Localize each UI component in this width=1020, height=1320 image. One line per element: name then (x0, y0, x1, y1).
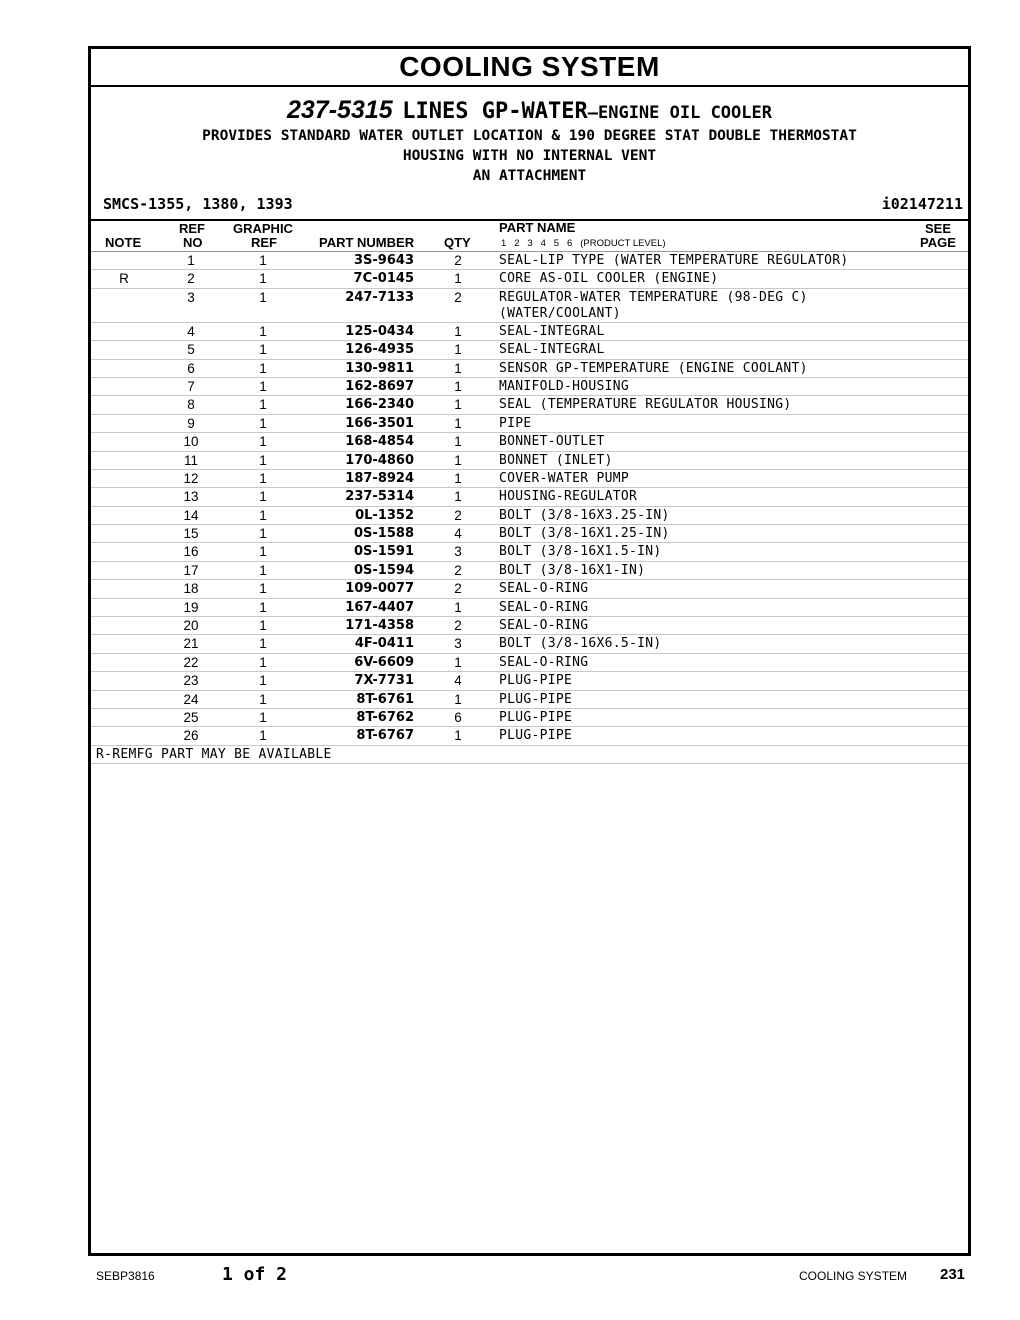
ref-no-cell: 17 (183, 562, 199, 578)
part-name-cell: BOLT (3/8-16X3.25-IN) (499, 507, 670, 523)
footnote: R-REMFG PART MAY BE AVAILABLE (91, 746, 968, 764)
part-name-cell: PLUG-PIPE (499, 709, 573, 725)
ref-no-cell: 1 (187, 253, 195, 268)
table-row (91, 415, 968, 433)
part-number-cell: 0S-1588 (354, 526, 414, 542)
ref-no-cell: 21 (183, 636, 199, 652)
graphic-ref-cell: 1 (259, 691, 267, 707)
table-row (91, 525, 968, 543)
parts-table-body (91, 252, 968, 746)
part-number-cell: 7X-7731 (354, 673, 414, 689)
graphic-ref-cell: 1 (259, 544, 267, 560)
table-row (91, 599, 968, 617)
part-name-cell: SEAL-O-RING (499, 618, 589, 634)
part-number-cell: 126-4935 (345, 342, 414, 358)
graphic-ref-cell: 1 (259, 599, 267, 615)
table-row (91, 378, 968, 396)
qty-cell: 1 (454, 452, 462, 468)
part-name-cell: PLUG-PIPE (499, 728, 573, 744)
ref-no-cell: 25 (183, 709, 199, 725)
qty-cell: 1 (454, 728, 462, 744)
part-name-cell: BOLT (3/8-16X1.25-IN) (499, 526, 670, 542)
table-row (91, 543, 968, 561)
qty-cell: 1 (454, 489, 462, 505)
footer-doc-id: SEBP3816 (96, 1269, 155, 1283)
ref-no-cell: 6 (187, 360, 195, 376)
part-number-cell: 6V-6609 (354, 654, 414, 670)
graphic-ref-cell: 1 (259, 253, 267, 268)
qty-cell: 1 (454, 434, 462, 450)
table-row (91, 672, 968, 690)
part-number-cell: 8T-6761 (356, 691, 414, 707)
part-number-cell: 168-4854 (345, 434, 414, 450)
table-row (91, 452, 968, 470)
ref-no-cell: 19 (183, 599, 199, 615)
col-graphic-top: GRAPHIC (233, 221, 293, 236)
part-number-cell: 3S-9643 (354, 253, 414, 268)
qty-cell: 1 (454, 397, 462, 413)
part-name-cell: SEAL-LIP TYPE (WATER TEMPERATURE REGULATOR) (499, 253, 849, 268)
ref-no-cell: 23 (183, 673, 199, 689)
part-name-cell: HOUSING-REGULATOR (499, 489, 638, 505)
footer-page-of: 1 of 2 (222, 1264, 288, 1285)
table-row (91, 488, 968, 506)
graphic-ref-cell: 1 (259, 709, 267, 725)
qty-cell: 3 (454, 544, 462, 560)
qty-cell: 1 (454, 654, 462, 670)
graphic-ref-cell: 1 (259, 360, 267, 376)
table-row (91, 709, 968, 727)
part-number-cell: 0S-1591 (354, 544, 414, 560)
ref-no-cell: 22 (183, 654, 199, 670)
qty-cell: 6 (454, 709, 462, 725)
part-name-cell: SENSOR GP-TEMPERATURE (ENGINE COOLANT) (499, 360, 808, 376)
ref-no-cell: 12 (183, 470, 199, 486)
part-name-cell: CORE AS-OIL COOLER (ENGINE) (499, 271, 719, 287)
graphic-ref-cell: 1 (259, 581, 267, 597)
graphic-ref-cell: 1 (259, 654, 267, 670)
graphic-ref-cell: 1 (259, 289, 267, 305)
table-row (91, 654, 968, 672)
part-number-cell: 109-0077 (345, 581, 414, 597)
ref-no-cell: 24 (183, 691, 199, 707)
ref-no-cell: 4 (187, 323, 195, 339)
footer-section: COOLING SYSTEM (799, 1269, 908, 1283)
part-number-cell: 0S-1594 (354, 562, 414, 578)
table-row (91, 396, 968, 414)
graphic-ref-cell: 1 (259, 415, 267, 431)
part-name-cell: SEAL-INTEGRAL (499, 342, 605, 358)
part-name-cell: SEAL (TEMPERATURE REGULATOR HOUSING) (499, 397, 792, 413)
qty-cell: 1 (454, 691, 462, 707)
part-name-cell: BOLT (3/8-16X6.5-IN) (499, 636, 662, 652)
graphic-ref-cell: 1 (259, 397, 267, 413)
table-row (91, 360, 968, 378)
part-number-cell: 130-9811 (345, 360, 414, 376)
qty-cell: 2 (454, 618, 462, 634)
graphic-ref-cell: 1 (259, 673, 267, 689)
smcs-codes: SMCS-1355, 1380, 1393 (103, 195, 293, 213)
ref-no-cell: 2 (187, 271, 195, 287)
group-subname: ENGINE OIL COOLER (597, 103, 772, 123)
qty-cell: 4 (454, 526, 462, 542)
part-number-cell: 187-8924 (345, 470, 414, 486)
part-number-cell: 7C-0145 (353, 271, 414, 287)
col-product-level: 1 2 3 4 5 6 (PRODUCT LEVEL) (501, 238, 666, 249)
qty-cell: 2 (454, 581, 462, 597)
part-name-cell: BOLT (3/8-16X1.5-IN) (499, 544, 662, 560)
group-description (91, 126, 968, 186)
part-number-cell: 4F-0411 (354, 636, 414, 652)
part-number-cell: 170-4860 (345, 452, 414, 468)
part-number-cell: 247-7133 (345, 289, 414, 305)
qty-cell: 2 (454, 289, 462, 305)
part-name-cell: SEAL-O-RING (499, 654, 589, 670)
qty-cell: 1 (454, 415, 462, 431)
part-name-cell: BONNET (INLET) (499, 452, 613, 468)
col-qty: QTY (444, 235, 471, 250)
graphic-ref-cell: 1 (259, 470, 267, 486)
table-row (91, 470, 968, 488)
table-row (91, 289, 968, 323)
graphic-ref-cell: 1 (259, 507, 267, 523)
part-number-cell: 125-0434 (345, 323, 414, 339)
description-line: AN ATTACHMENT (472, 168, 587, 184)
part-number-cell: 8T-6762 (356, 709, 414, 725)
meta-row (91, 195, 968, 221)
col-graphic-bottom: REF (251, 235, 277, 250)
col-part-number: PART NUMBER (319, 235, 415, 250)
illustration-id: i02147211 (881, 195, 963, 213)
part-number-cell: 166-2340 (345, 397, 414, 413)
ref-no-cell: 11 (183, 452, 198, 468)
part-number-cell: 0L-1352 (355, 507, 414, 523)
qty-cell: 1 (454, 599, 462, 615)
part-number-cell: 167-4407 (345, 599, 414, 615)
graphic-ref-cell: 1 (259, 618, 267, 634)
table-row (91, 252, 968, 270)
table-row (91, 341, 968, 359)
graphic-ref-cell: 1 (259, 378, 267, 394)
part-name-cell: PLUG-PIPE (499, 691, 573, 707)
graphic-ref-cell: 1 (259, 526, 267, 542)
part-number-cell: 237-5314 (345, 489, 414, 505)
ref-no-cell: 7 (187, 378, 195, 394)
ref-no-cell: 5 (187, 342, 195, 358)
graphic-ref-cell: 1 (259, 342, 267, 358)
part-name-cell: PIPE (499, 415, 532, 431)
qty-cell: 2 (454, 507, 462, 523)
table-row (91, 691, 968, 709)
table-row (91, 507, 968, 525)
part-name-cell: SEAL-O-RING (499, 581, 589, 597)
graphic-ref-cell: 1 (259, 636, 267, 652)
page-footer (0, 1264, 1020, 1288)
qty-cell: 1 (454, 323, 462, 339)
group-number: 237-5315 (287, 96, 393, 124)
col-note: NOTE (105, 235, 142, 250)
table-row (91, 617, 968, 635)
table-row (91, 562, 968, 580)
part-name-cell: SEAL-INTEGRAL (499, 323, 605, 339)
description-line: HOUSING WITH NO INTERNAL VENT (402, 148, 657, 164)
graphic-ref-cell: 1 (259, 434, 267, 450)
ref-no-cell: 20 (183, 618, 199, 634)
page-frame (88, 46, 971, 1256)
ref-no-cell: 18 (183, 581, 199, 597)
graphic-ref-cell: 1 (259, 489, 267, 505)
graphic-ref-cell: 1 (259, 562, 267, 578)
part-number-cell: 171-4358 (345, 618, 414, 634)
part-name-cell: PLUG-PIPE (499, 673, 573, 689)
ref-no-cell: 14 (183, 507, 199, 523)
ref-no-cell: 16 (183, 544, 199, 560)
table-row (91, 580, 968, 598)
qty-cell: 1 (454, 271, 462, 287)
part-name-cell: COVER-WATER PUMP (499, 470, 630, 486)
part-number-cell: 8T-6767 (356, 728, 414, 744)
graphic-ref-cell: 1 (259, 271, 267, 287)
qty-cell: 1 (454, 342, 462, 358)
graphic-ref-cell: 1 (259, 323, 267, 339)
ref-no-cell: 8 (187, 397, 195, 413)
qty-cell: 1 (454, 470, 462, 486)
part-name-cell: BOLT (3/8-16X1-IN) (499, 562, 646, 578)
ref-no-cell: 13 (183, 489, 199, 505)
ref-no-cell: 3 (187, 289, 195, 305)
table-row (91, 270, 968, 288)
qty-cell: 4 (454, 673, 462, 689)
table-row (91, 635, 968, 653)
table-row (91, 727, 968, 745)
ref-no-cell: 10 (183, 434, 199, 450)
col-ref-top: REF (179, 221, 205, 236)
qty-cell: 1 (454, 378, 462, 394)
group-name: LINES GP-WATER (402, 99, 588, 124)
qty-cell: 2 (454, 253, 462, 268)
graphic-ref-cell: 1 (259, 452, 267, 468)
qty-cell: 2 (454, 562, 462, 578)
column-header (91, 221, 968, 252)
description-line: PROVIDES STANDARD WATER OUTLET LOCATION & 190 DEGREE STAT DOUBLE THERMOSTAT (202, 128, 857, 144)
footer-page-number: 231 (940, 1266, 966, 1283)
part-number-cell: 162-8697 (345, 378, 414, 394)
part-name-cell: REGULATOR-WATER TEMPERATURE (98-DEG C) (WATER/COOLANT) (499, 289, 808, 321)
group-dash: — (587, 103, 598, 123)
col-see-bottom: PAGE (920, 235, 956, 250)
group-title (91, 96, 968, 125)
note-cell: R (119, 271, 129, 287)
table-row (91, 323, 968, 341)
graphic-ref-cell: 1 (259, 728, 267, 744)
qty-cell: 3 (454, 636, 462, 652)
col-see-top: SEE (925, 221, 952, 236)
table-row (91, 433, 968, 451)
part-name-cell: MANIFOLD-HOUSING (499, 378, 630, 394)
part-name-cell: SEAL-O-RING (499, 599, 589, 615)
col-part-name: PART NAME (499, 220, 576, 235)
ref-no-cell: 26 (183, 728, 199, 744)
section-title: COOLING SYSTEM (91, 49, 968, 87)
part-name-cell: BONNET-OUTLET (499, 434, 605, 450)
col-ref-bottom: NO (183, 235, 203, 250)
ref-no-cell: 15 (183, 526, 199, 542)
qty-cell: 1 (454, 360, 462, 376)
ref-no-cell: 9 (187, 415, 195, 431)
part-number-cell: 166-3501 (345, 415, 414, 431)
